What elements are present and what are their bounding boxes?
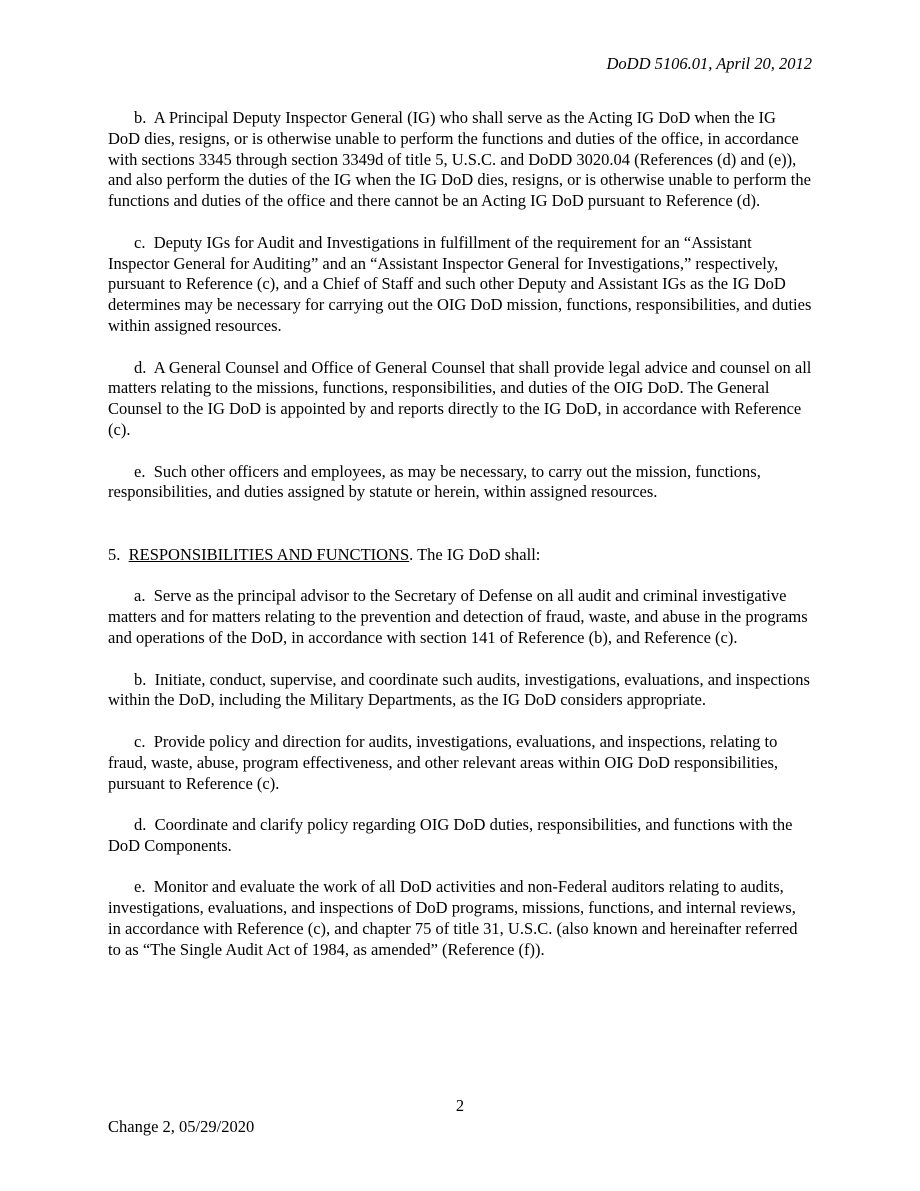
paragraph-5a	[108, 586, 812, 648]
document-header: DoDD 5106.01, April 20, 2012	[606, 54, 812, 73]
paragraph-text: Serve as the principal advisor to the Secretary of Defense on all audit and criminal investigative matters and for matters relating to the prevention and detection of fraud, waste, and abuse in the programs and operations of the DoD, in accordance with section 141 of Reference (b), and Reference (c).	[108, 586, 808, 647]
paragraph-5d	[108, 815, 812, 857]
paragraph-label: d.	[134, 357, 147, 377]
paragraph-text: Monitor and evaluate the work of all DoD activities and non-Federal auditors relating to audits, investigations, evaluations, and inspections of DoD programs, missions, functions, and internal reviews, in accordance with Reference (c), and chapter 75 of title 31, U.S.C. (also known and hereinafter referred to as “The Single Audit Act of 1984, as amended” (Reference (f)).	[108, 877, 798, 959]
paragraph-text: Initiate, conduct, supervise, and coordinate such audits, investigations, evaluations, and inspections within the DoD, including the Military Departments, as the IG DoD considers appropriate.	[108, 669, 810, 710]
section-title: RESPONSIBILITIES AND FUNCTIONS	[128, 544, 410, 564]
section-5-heading	[108, 545, 812, 566]
section-number: 5.	[108, 544, 121, 564]
paragraph-4d	[108, 358, 812, 441]
section-intro: . The IG DoD shall:	[409, 544, 541, 564]
paragraph-label: b.	[134, 108, 147, 127]
paragraph-5b	[108, 670, 812, 712]
paragraph-text: A Principal Deputy Inspector General (IG) who shall serve as the Acting IG DoD when the IG DoD dies, resigns, or is otherwise unable to perform the functions and duties of the office, in accordance with sections 3345 through section 3349d of title 5, U.S.C. and DoDD 3020.04 (References (d) and (e)), and also perform the duties of the IG when the IG DoD dies, resigns, or is otherwise unable to perform the functions and duties of the office and there cannot be an Acting IG DoD pursuant to Reference (d).	[108, 108, 811, 211]
paragraph-text: Such other officers and employees, as may be necessary, to carry out the mission, functions, responsibilities, and duties assigned by statute or herein, within assigned resources.	[108, 461, 761, 502]
document-body	[108, 108, 812, 981]
paragraph-text: A General Counsel and Office of General Counsel that shall provide legal advice and counsel on all matters relating to the missions, functions, responsibilities, and duties of the OIG DoD. The General Counsel to the IG DoD is appointed by and reports directly to the IG DoD, in accordance with Reference (c).	[108, 357, 812, 439]
paragraph-label: b.	[134, 669, 147, 689]
paragraph-label: a.	[134, 586, 146, 606]
paragraph-text: Provide policy and direction for audits, investigations, evaluations, and inspections, relating to fraud, waste, abuse, program effectiveness, and other relevant areas within OIG DoD responsibilities, pursuant to Reference (c).	[108, 731, 779, 793]
paragraph-label: c.	[134, 232, 146, 252]
paragraph-4c	[108, 233, 812, 337]
paragraph-label: c.	[134, 731, 146, 751]
change-note: Change 2, 05/29/2020	[108, 1117, 255, 1136]
paragraph-4b	[108, 108, 812, 212]
paragraph-label: e.	[134, 461, 146, 481]
paragraph-label: e.	[134, 877, 146, 897]
paragraph-4e	[108, 462, 812, 504]
paragraph-text: Coordinate and clarify policy regarding OIG DoD duties, responsibilities, and functions with the DoD Components.	[108, 815, 793, 855]
paragraph-text: Deputy IGs for Audit and Investigations in fulfillment of the requirement for an “Assistant Inspector General for Auditing” and an “Assistant Inspector General for Investigations,” respectively, pursuant to Reference (c), and a Chief of Staff and such other Deputy and Assistant IGs as the IG DoD determines may be necessary for carrying out the OIG DoD mission, functions, responsibilities, and duties within assigned resources.	[108, 232, 812, 335]
page-number: 2	[455, 1096, 465, 1115]
paragraph-label: d.	[134, 815, 147, 835]
paragraph-5e	[108, 877, 812, 960]
paragraph-5c	[108, 732, 812, 794]
